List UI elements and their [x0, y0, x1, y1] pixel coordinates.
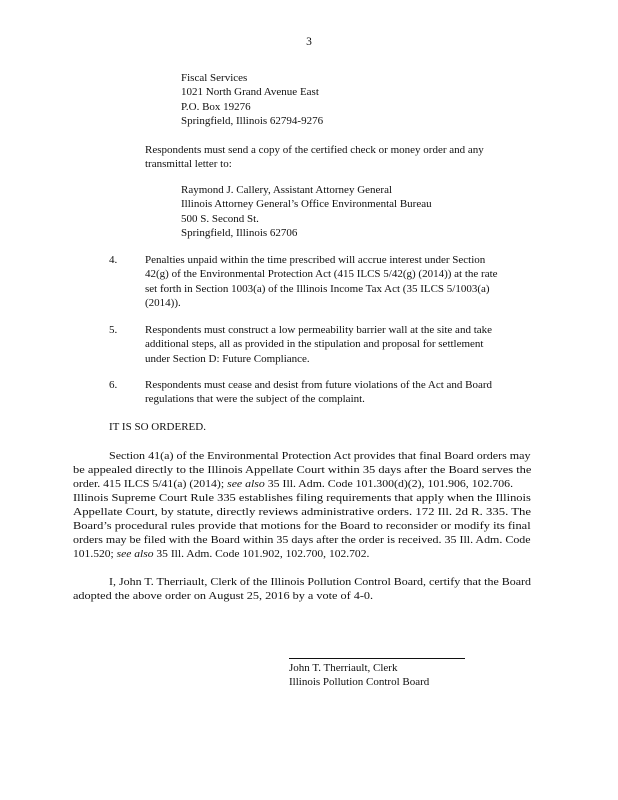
- appeal-line: Board’s procedural rules provide that motions for the Board to reconsider or modify its final: [73, 520, 531, 532]
- so-ordered: IT IS SO ORDERED.: [109, 421, 206, 433]
- paragraph-line: (2014)).: [145, 297, 181, 310]
- paragraph-line: Respondents must send a copy of the certified check or money order and any: [145, 144, 484, 156]
- item-number: 4.: [109, 254, 118, 266]
- address-line: Fiscal Services: [181, 72, 248, 84]
- page-number: 3: [306, 36, 312, 48]
- address-line: Raymond J. Callery, Assistant Attorney General: [181, 184, 393, 196]
- address-line: Springfield, Illinois 62706: [181, 227, 298, 240]
- copy-instruction: [145, 143, 484, 172]
- appeal-line: be appealed directly to the Illinois Appellate Court within 35 days after the Board serves the: [73, 464, 532, 476]
- appeal-line: orders may be filed with the Board within 35 days after the order is received. 35 Ill. Adm. Code: [73, 534, 531, 546]
- attorney-general-address: [181, 183, 432, 241]
- appeal-line: Section 41(a) of the Environmental Protection Act provides that final Board orders may: [109, 450, 531, 462]
- paragraph-line: regulations that were the subject of the complaint.: [145, 393, 365, 406]
- certification-line: I, John T. Therriault, Clerk of the Illinois Pollution Control Board, certify that the Board: [109, 576, 531, 588]
- signature-rule: [289, 658, 465, 659]
- signature-title: Illinois Pollution Control Board: [289, 676, 430, 689]
- appeal-line: Illinois Supreme Court Rule 335 establishes filing requirements that apply when the Illinois: [73, 492, 531, 504]
- paragraph-line: Respondents must construct a low permeability barrier wall at the site and take: [145, 324, 493, 336]
- item-number: 5.: [109, 324, 118, 336]
- item-number: 6.: [109, 379, 118, 391]
- signature-name: John T. Therriault, Clerk: [289, 662, 398, 674]
- order-item-barrier-wall: [145, 323, 492, 366]
- order-item-penalties: [145, 253, 498, 311]
- signature-block: [289, 661, 429, 690]
- address-line: 1021 North Grand Avenue East: [181, 86, 319, 99]
- order-item-cease-desist: [145, 378, 492, 407]
- appeal-line: Appellate Court, by statute, directly reviews administrative orders. 172 Ill. 2d R. 335. The: [73, 506, 532, 518]
- address-line: P.O. Box 19276: [181, 100, 251, 113]
- paragraph-line: under Section D: Future Compliance.: [145, 352, 310, 365]
- paragraph-line: Respondents must cease and desist from future violations of the Act and Board: [145, 379, 493, 391]
- paragraph-line: transmittal letter to:: [145, 158, 232, 171]
- appeal-line: order. 415 ILCS 5/41(a) (2014); see also 35 Ill. Adm. Code 101.300(d)(2), 101.906, 102.706.: [73, 478, 514, 490]
- paragraph-line: set forth in Section 1003(a) of the Illinois Income Tax Act (35 ILCS 5/1003(a): [145, 282, 490, 295]
- certification-line: adopted the above order on August 25, 2016 by a vote of 4-0.: [73, 590, 374, 602]
- address-line: Springfield, Illinois 62794-9276: [181, 115, 324, 128]
- address-line: 500 S. Second St.: [181, 212, 259, 225]
- paragraph-line: additional steps, all as provided in the stipulation and proposal for settlement: [145, 338, 484, 351]
- paragraph-line: Penalties unpaid within the time prescribed will accrue interest under Section: [145, 254, 486, 266]
- paragraph-line: 42(g) of the Environmental Protection Act (415 ILCS 5/42(g) (2014)) at the rate: [145, 268, 498, 281]
- appeal-line: 101.520; see also 35 Ill. Adm. Code 101.902, 102.700, 102.702.: [73, 548, 370, 560]
- payment-address: [181, 71, 323, 129]
- address-line: Illinois Attorney General’s Office Environmental Bureau: [181, 198, 432, 211]
